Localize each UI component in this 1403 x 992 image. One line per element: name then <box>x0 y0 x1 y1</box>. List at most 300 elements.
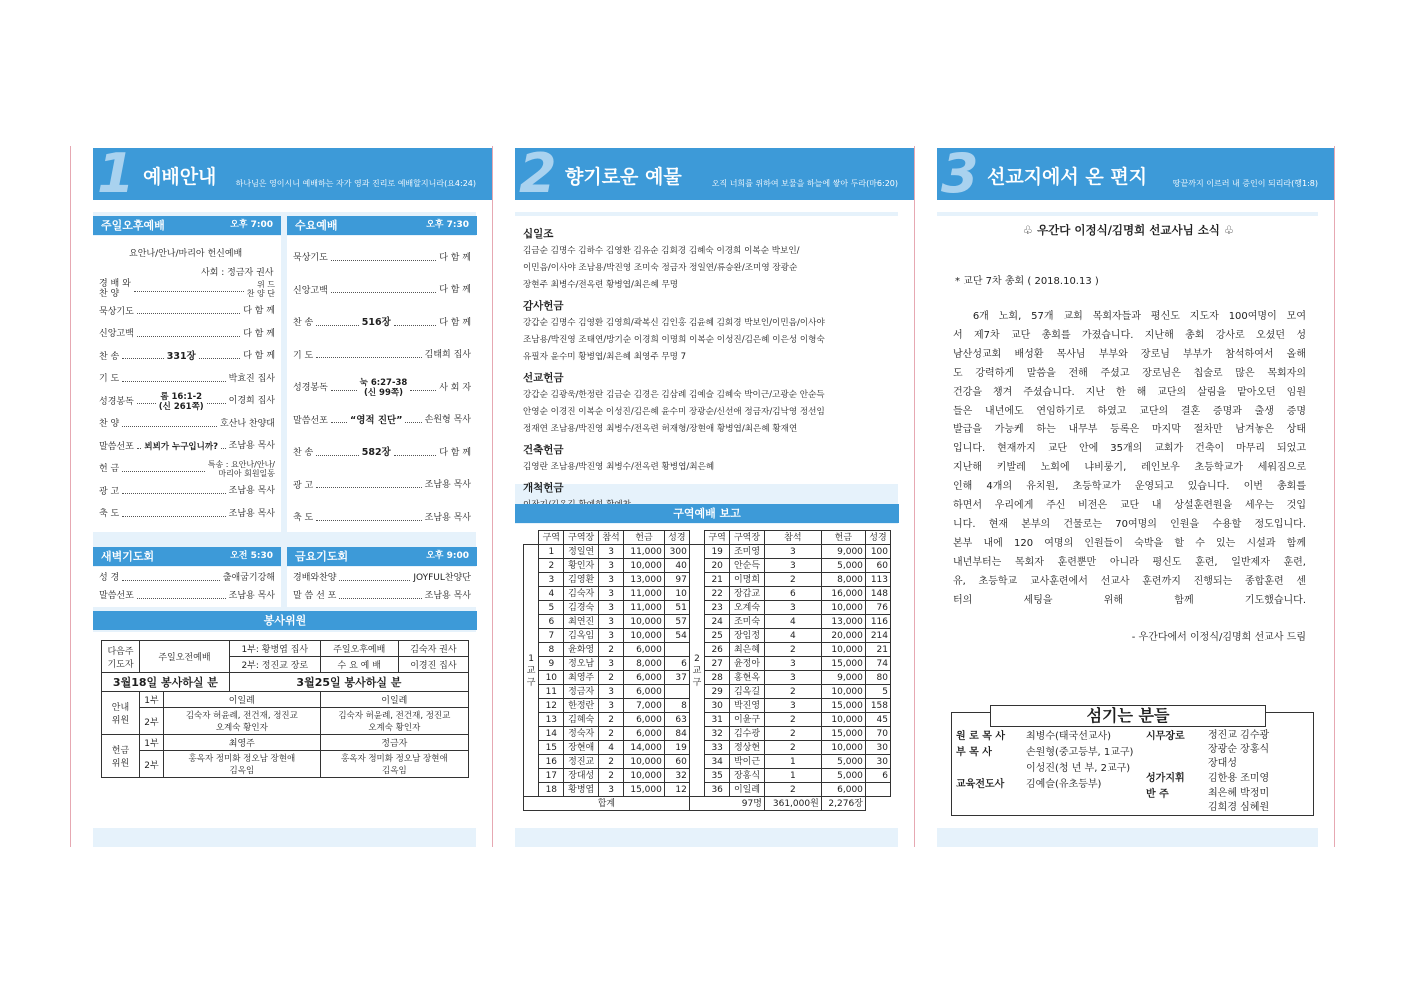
order-dots <box>331 390 357 391</box>
table-row <box>524 629 891 643</box>
order-label: 말 씀 선 포 <box>293 591 337 601</box>
offering-heading: 십일조 <box>523 228 554 240</box>
zone-cell: 16,000 <box>821 587 865 601</box>
sunday-pm-time: 오후 7:00 <box>230 220 273 230</box>
zone-cell: 11,000 <box>624 601 665 615</box>
zone-cell: 21 <box>865 643 890 657</box>
letter-line: 도 강력하게 말씀을 전해 주셨고 장로님은 칩술로 많은 목회자의 <box>953 367 1306 379</box>
table-row <box>524 615 891 629</box>
letter-line: 하면서 우리에게 주신 비전은 교단 내 상설훈련원을 세우는 것입 <box>953 500 1306 512</box>
order-value: 이경희 집사 <box>228 396 275 407</box>
zone-cell: 2 <box>539 559 564 573</box>
zone-cell: 30 <box>865 741 890 755</box>
offering-list <box>515 216 899 494</box>
offering-names: 조남용/박진영 조태연/방기순 이경희 이명희 이복순 이성진/김은혜 이은성 이형숙 <box>523 335 825 345</box>
zone-cell: 정상현 <box>730 741 765 755</box>
zone-cell: 정오남 <box>564 657 599 671</box>
zone-cell: 148 <box>865 587 890 601</box>
zone-cell: 최영주 <box>564 671 599 685</box>
zone-cell: 7 <box>539 629 564 643</box>
prayer-sunday-pm: 김숙자 권사 <box>398 641 468 657</box>
order-label: 말씀선포 <box>293 415 328 426</box>
servants-left <box>954 729 1142 793</box>
order-value: 다 함 께 <box>243 328 275 339</box>
letter-line: 들은 내년에도 연임하기로 하였고 교단의 결혼 증명과 출생 증명 <box>953 405 1306 417</box>
friday-header <box>287 547 477 566</box>
zone-cell: 15,000 <box>821 657 865 671</box>
zone-cell: 6,000 <box>624 643 665 657</box>
table-row <box>524 657 891 671</box>
zone-cell: 2 <box>764 685 821 699</box>
order-row <box>293 372 471 405</box>
volunteer-table <box>101 640 469 778</box>
zone-cell: 김옥길 <box>730 685 765 699</box>
order-label: 찬 양 <box>99 419 120 430</box>
zone-cell: 황인자 <box>564 559 599 573</box>
order-value: 다 함 께 <box>243 306 275 317</box>
order-value: 사 회 자 <box>439 382 472 393</box>
sunday-pm-header <box>93 216 281 235</box>
table-row <box>524 741 891 755</box>
order-detail: “영적 진단” <box>349 414 403 426</box>
offering-heading: 건축헌금 <box>523 444 564 456</box>
role-value: 최병수(태국선교사) <box>1026 731 1112 742</box>
order-dots <box>316 487 421 488</box>
volunteer-header: 봉사위원 <box>93 611 477 630</box>
letter-line: 인해 4개의 유치원, 초등학교가 운영되고 있습니다. 이번 총회를 <box>953 481 1306 493</box>
zone-cell: 1 <box>539 545 564 559</box>
zone-cell: 5 <box>865 685 890 699</box>
zone-cell: 정숙자 <box>564 727 599 741</box>
zone-cell: 3 <box>599 699 624 713</box>
order-dots <box>122 358 163 359</box>
offering-week1-part1: 최영주 <box>164 735 321 751</box>
zone-cell: 박진영 <box>730 699 765 713</box>
zone-cell: 김영환 <box>564 573 599 587</box>
zone-header-cell: 성경 <box>865 531 890 545</box>
zone-cell: 3 <box>599 545 624 559</box>
order-row <box>99 436 275 459</box>
order-value: 조남용 목사 <box>228 590 275 601</box>
zone-cell: 2 <box>599 713 624 727</box>
zone-cell <box>664 685 689 699</box>
section-title: 향기로운 예물 <box>565 166 682 188</box>
zone-cell: 10 <box>664 587 689 601</box>
offering-names: 유필자 윤수미 황병엽/최은혜 최영주 무명 7 <box>523 352 687 362</box>
table-row <box>524 783 891 797</box>
offering-label: 헌금 위원 <box>102 735 140 778</box>
order-label: 묵상기도 <box>293 253 328 264</box>
offering-heading: 개척헌금 <box>523 482 564 494</box>
order-label: 성 경 <box>99 573 120 583</box>
role-value: 김한용 조미영 <box>1208 773 1270 784</box>
zone-cell: 조미영 <box>730 545 765 559</box>
friday-label: 금요기도회 <box>295 550 349 563</box>
order-value: 다 함 께 <box>439 285 471 296</box>
zone-cell: 3 <box>599 615 624 629</box>
order-label: 축 도 <box>293 513 314 524</box>
order-label: 신앙고백 <box>293 285 328 296</box>
zone-cell: 3 <box>764 559 821 573</box>
zone-cell: 정금자 <box>564 685 599 699</box>
order-dots <box>410 390 436 391</box>
sunday-am-label: 주일오전예배 <box>140 641 230 673</box>
zone-header-cell: 구역장 <box>564 531 599 545</box>
order-row <box>293 470 471 503</box>
order-row <box>293 275 471 308</box>
order-label: 광 고 <box>99 486 120 497</box>
zone-cell <box>865 783 890 797</box>
zone-cell: 20 <box>705 559 730 573</box>
prayer-wednesday: 이경진 집사 <box>398 657 468 673</box>
letter-heading: ♧ 우간다 이정식/김명희 선교사님 소식 ♧ <box>1022 223 1235 237</box>
role-label: 부 목 사 <box>956 747 992 758</box>
order-row <box>293 405 471 438</box>
table-row <box>524 671 891 685</box>
part1-label: 1부 <box>140 735 164 751</box>
order-value: JOYFUL찬양단 <box>413 572 471 583</box>
zone-cell: 6,000 <box>624 713 665 727</box>
zone-cell: 19 <box>705 545 730 559</box>
zone-cell: 장현애 <box>564 741 599 755</box>
order-dots <box>394 455 436 456</box>
zone-cell: 6 <box>664 657 689 671</box>
order-label: 기 도 <box>293 350 314 361</box>
zone-cell: 5,000 <box>821 559 865 573</box>
wednesday-box <box>287 236 477 532</box>
zone-cell: 23 <box>705 601 730 615</box>
page-offerings <box>492 142 914 847</box>
zone-cell: 12 <box>539 699 564 713</box>
zone-cell: 32 <box>664 769 689 783</box>
order-row <box>99 346 275 369</box>
table-row <box>524 545 891 559</box>
zone-cell: 36 <box>705 783 730 797</box>
section-title: 예배안내 <box>143 166 217 188</box>
zone-cell: 안순득 <box>730 559 765 573</box>
letter-subheading: * 교단 7차 총회 ( 2018.10.13 ) <box>955 276 1099 287</box>
order-row <box>99 413 275 436</box>
zone-cell: 21 <box>705 573 730 587</box>
role-label: 교육전도사 <box>956 779 1005 790</box>
zone-cell: 1 <box>764 755 821 769</box>
zone-cell: 5 <box>539 601 564 615</box>
zone-cell: 3 <box>539 573 564 587</box>
zone-cell: 19 <box>664 741 689 755</box>
zone-cell: 54 <box>664 629 689 643</box>
next-prayer-label: 다음주 기도자 <box>102 641 140 673</box>
zone-cell: 10,000 <box>821 685 865 699</box>
offering-names: 장현주 최병수/전옥련 황병엽/최은혜 무명 <box>523 280 679 290</box>
order-value: 다 함 께 <box>243 351 276 362</box>
zone-cell: 6,000 <box>624 685 665 699</box>
zone-cell: 10,000 <box>624 769 665 783</box>
page-missionary-letter <box>914 142 1335 847</box>
order-value: 김태희 집사 <box>424 350 471 361</box>
zone-cell: 16 <box>539 755 564 769</box>
order-dots <box>122 516 225 517</box>
part1-label: 1부 <box>140 692 164 708</box>
prayer-first: 1부: 황병엽 집사 <box>229 641 320 657</box>
order-dots <box>331 260 436 261</box>
zone-header-cell: 참석 <box>599 531 624 545</box>
zone-cell: 10,000 <box>624 615 665 629</box>
order-label: 헌 금 <box>99 464 120 475</box>
servants-box <box>951 706 1314 816</box>
guide-week2-part1: 이일례 <box>320 692 468 708</box>
zone-cell: 김숙자 <box>564 587 599 601</box>
order-detail: 582장 <box>361 447 391 459</box>
zone-cell: 2 <box>764 643 821 657</box>
sunday-pm-cell: 주일오후예배 <box>320 641 398 657</box>
order-dots <box>331 422 347 423</box>
offering-heading: 감사헌금 <box>523 300 564 312</box>
order-value: 조남용 목사 <box>424 512 471 523</box>
offering-names: 안영순 이경진 이복순 이성진/김은혜 윤수미 장광순/신선애 정금자/김낙영 정선임 <box>523 407 825 417</box>
zone-cell: 11 <box>539 685 564 699</box>
order-dots <box>122 426 217 427</box>
zone-cell: 10,000 <box>624 755 665 769</box>
service-desc: 요안나/안나/마리아 헌신예배 <box>129 249 243 259</box>
order-dots <box>122 381 225 382</box>
order-row <box>99 503 275 526</box>
guide-week2-part2: 김숙자 허윤례, 전건재, 정진교 오계숙 황인자 <box>320 708 468 735</box>
letter-box <box>937 216 1320 828</box>
table-row <box>524 573 891 587</box>
dawn-label: 새벽기도회 <box>101 550 155 563</box>
offering-names: 강갑순 김광욱/한정란 김금순 김경은 김삼례 김예슬 김혜숙 박이근/고광순 안순득 <box>523 390 825 400</box>
order-value: 다 함 께 <box>439 252 471 263</box>
zone-cell: 17 <box>539 769 564 783</box>
zone-cell: 황병엽 <box>564 783 599 797</box>
zone-cell: 2 <box>599 643 624 657</box>
zone-cell: 박이근 <box>730 755 765 769</box>
service-host: 사회 : 정금자 권사 <box>201 268 274 278</box>
zone-cell: 15 <box>539 741 564 755</box>
friday-time: 오후 9:00 <box>426 551 469 561</box>
letter-line: 남산성교회 배성환 목사님 부부와 장로님 부부가 참석하여서 올해 <box>953 348 1306 360</box>
order-value: 다 함 께 <box>439 317 472 328</box>
zone-cell: 김경숙 <box>564 601 599 615</box>
zone-cell: 4 <box>764 629 821 643</box>
offering-names: 강갑순 김명수 김영환 김영희/곽복신 김인홍 김윤혜 김회경 박보인/이민음/이사야 <box>523 318 825 328</box>
order-detail: 뵈뵈가 누구입니까? <box>144 441 219 452</box>
zone-cell: 3 <box>764 657 821 671</box>
zone-cell: 장홍식 <box>730 769 765 783</box>
order-dots <box>137 598 226 599</box>
zone-cell: 20,000 <box>821 629 865 643</box>
zone-cell: 10,000 <box>821 643 865 657</box>
zone-total-row <box>524 797 891 811</box>
role-value: 이성진(청 년 부, 2교구) <box>1026 763 1131 774</box>
order-value: 조남용 목사 <box>424 590 471 601</box>
order-dots <box>137 448 142 449</box>
role-value: 최은혜 박정미 김희경 심혜원 <box>1208 788 1270 813</box>
zone-cell: 30 <box>705 699 730 713</box>
zone-cell: 12 <box>664 783 689 797</box>
zone-total-attend: 97명 <box>689 797 764 811</box>
zone-cell: 2 <box>764 741 821 755</box>
zone-cell: 14,000 <box>624 741 665 755</box>
letter-line: 발급을 가능케 하는 내무부 등록은 마지막 절차만 남겨놓은 상태 <box>953 424 1306 436</box>
order-dots <box>394 325 436 326</box>
order-label: 말씀선포 <box>99 441 134 452</box>
zone-cell: 14 <box>539 727 564 741</box>
order-detail: 롬 16:1-2 (신 261쪽) <box>158 391 204 412</box>
servants-title: 섬기는 분들 <box>990 705 1266 727</box>
zone-header-cell: 성경 <box>664 531 689 545</box>
order-row <box>99 458 275 481</box>
zone-cell: 8 <box>539 643 564 657</box>
order-label: 말씀선포 <box>99 591 134 601</box>
zone-cell: 22 <box>705 587 730 601</box>
zone-cell: 3 <box>599 587 624 601</box>
zone-cell: 29 <box>705 685 730 699</box>
zone-cell: 214 <box>865 629 890 643</box>
zone-cell: 28 <box>705 671 730 685</box>
order-row <box>293 242 471 275</box>
zone-cell: 76 <box>865 601 890 615</box>
zone-cell: 3 <box>764 545 821 559</box>
zone-cell: 장갑교 <box>730 587 765 601</box>
zone-report-box <box>515 524 899 828</box>
zone-cell: 6 <box>539 615 564 629</box>
order-detail: 516장 <box>361 317 391 329</box>
zone-cell: 60 <box>865 559 890 573</box>
letter-body <box>953 308 1306 611</box>
wednesday-time: 오후 7:30 <box>426 220 469 230</box>
order-label: 기 도 <box>99 374 120 385</box>
page-worship-guide <box>70 142 492 847</box>
guide-week1-part2: 김숙자 허윤례, 전건재, 정진교 오계숙 황인자 <box>164 708 321 735</box>
letter-line: 건강을 챙겨 주셨습니다. 지난 한 해 교단의 살림을 맡아오던 임원 <box>953 386 1306 398</box>
order-label: 신앙고백 <box>99 329 134 340</box>
zone-cell: 이명희 <box>730 573 765 587</box>
zone-cell: 윤화영 <box>564 643 599 657</box>
zone-cell: 4 <box>599 741 624 755</box>
order-value: 조남용 목사 <box>228 441 275 452</box>
zone-cell: 10,000 <box>821 713 865 727</box>
zone-total-label: 합계 <box>524 797 690 811</box>
role-value: 김예슬(유초등부) <box>1026 779 1102 790</box>
order-dots <box>339 580 410 581</box>
zone-cell: 63 <box>664 713 689 727</box>
offering-names: 김영란 조남용/박진영 최병수/전옥련 황병엽/최은혜 <box>523 462 715 472</box>
dawn-box <box>93 567 281 607</box>
table-row <box>524 699 891 713</box>
dawn-time: 오전 5:30 <box>230 551 273 561</box>
role-value: 손원형(중고등부, 1교구) <box>1026 747 1134 758</box>
order-value: 조남용 목사 <box>424 480 471 491</box>
zone-cell: 장대성 <box>564 769 599 783</box>
zone-cell: 11,000 <box>624 587 665 601</box>
order-row <box>293 502 471 535</box>
zone-cell: 최은혜 <box>730 643 765 657</box>
order-dots <box>221 448 226 449</box>
order-label: 경 배 와 찬 양 <box>99 279 131 300</box>
sunday-pm-box <box>93 236 281 532</box>
zone-cell: 이일례 <box>730 783 765 797</box>
part2-label: 2부 <box>140 708 164 735</box>
zone-total-offering: 361,000원 <box>764 797 821 811</box>
zone-cell: 74 <box>865 657 890 671</box>
order-value: 조남용 목사 <box>228 486 275 497</box>
zone-cell: 11,000 <box>624 545 665 559</box>
order-value: 박효진 집사 <box>228 373 275 384</box>
zone-cell: 6 <box>764 587 821 601</box>
role-label: 시무장로 <box>1146 731 1185 742</box>
zone-cell: 최연진 <box>564 615 599 629</box>
letter-line: 서 제7차 교단 총회를 가졌습니다. 지난해 총회 강사로 오셨던 성 <box>953 329 1306 341</box>
zone-cell: 4 <box>539 587 564 601</box>
zone-cell: 1 <box>764 769 821 783</box>
zone-header-row <box>524 531 891 545</box>
role-label: 반 주 <box>1146 789 1169 800</box>
order-detail: 331장 <box>166 350 196 362</box>
zone-cell: 이윤구 <box>730 713 765 727</box>
order-row <box>99 587 275 605</box>
role-label: 원 로 목 사 <box>956 731 1006 742</box>
order-row <box>99 323 275 346</box>
offering-heading: 선교헌금 <box>523 372 564 384</box>
order-dots <box>316 325 358 326</box>
zone-cell: 10,000 <box>624 629 665 643</box>
section-header <box>93 142 492 205</box>
order-dots <box>405 422 421 423</box>
table-row <box>524 727 891 741</box>
zone-cell: 18 <box>539 783 564 797</box>
zone-cell: 3 <box>599 559 624 573</box>
zone-cell: 300 <box>664 545 689 559</box>
zone-cell: 3 <box>764 671 821 685</box>
letter-line: 지난해 키발레 노회에 냐비룽기, 레인보우 초등학교가 세워짐으로 <box>953 462 1306 474</box>
zone-cell: 84 <box>664 727 689 741</box>
section-verse: 오직 너희를 위하여 보물을 하늘에 쌓아 두라(마6:20) <box>711 179 898 188</box>
letter-line: 본부 내에 120 여명의 인원들이 숙박을 할 수 있는 시설과 함께 <box>953 537 1306 549</box>
zone-header-cell: 헌금 <box>624 531 665 545</box>
order-value: 다 함 께 <box>439 447 472 458</box>
zone-cell: 97 <box>664 573 689 587</box>
zone-cell: 40 <box>664 559 689 573</box>
zone-cell: 32 <box>705 727 730 741</box>
zone-cell: 116 <box>865 615 890 629</box>
order-label: 광 고 <box>293 480 314 491</box>
zone-cell: 51 <box>664 601 689 615</box>
order-dots <box>316 520 421 521</box>
letter-line: 내년부터는 목회자 훈련뿐만 아니라 평신도 훈련, 일반제자 훈련, <box>953 556 1306 568</box>
order-value: 특송 : 요안나/안나/ 마리아 회원일동 <box>207 460 275 479</box>
zone-cell: 57 <box>664 615 689 629</box>
letter-line: 니다. 현재 본부의 건물로는 70여명의 인원을 수용할 정도입니다. <box>953 518 1306 530</box>
zone-cell: 33 <box>705 741 730 755</box>
order-dots <box>207 403 226 404</box>
zone-report-header: 구역예배 보고 <box>515 504 899 523</box>
order-dots <box>137 313 240 314</box>
zone-cell: 김혜숙 <box>564 713 599 727</box>
zone-cell: 100 <box>865 545 890 559</box>
zone-cell: 6,000 <box>624 671 665 685</box>
letter-line: 6개 노회, 57개 교회 목회자들과 평신도 지도자 100여명이 모여 <box>953 311 1306 322</box>
servants-right <box>1144 729 1312 815</box>
zone-cell: 13 <box>539 713 564 727</box>
guide-week1-part1: 이일례 <box>164 692 321 708</box>
zone-cell: 4 <box>764 615 821 629</box>
section-header <box>937 142 1334 205</box>
order-dots <box>137 336 240 337</box>
order-label: 축 도 <box>99 509 120 520</box>
order-dots <box>134 291 244 292</box>
zone-cell: 홍현옥 <box>730 671 765 685</box>
